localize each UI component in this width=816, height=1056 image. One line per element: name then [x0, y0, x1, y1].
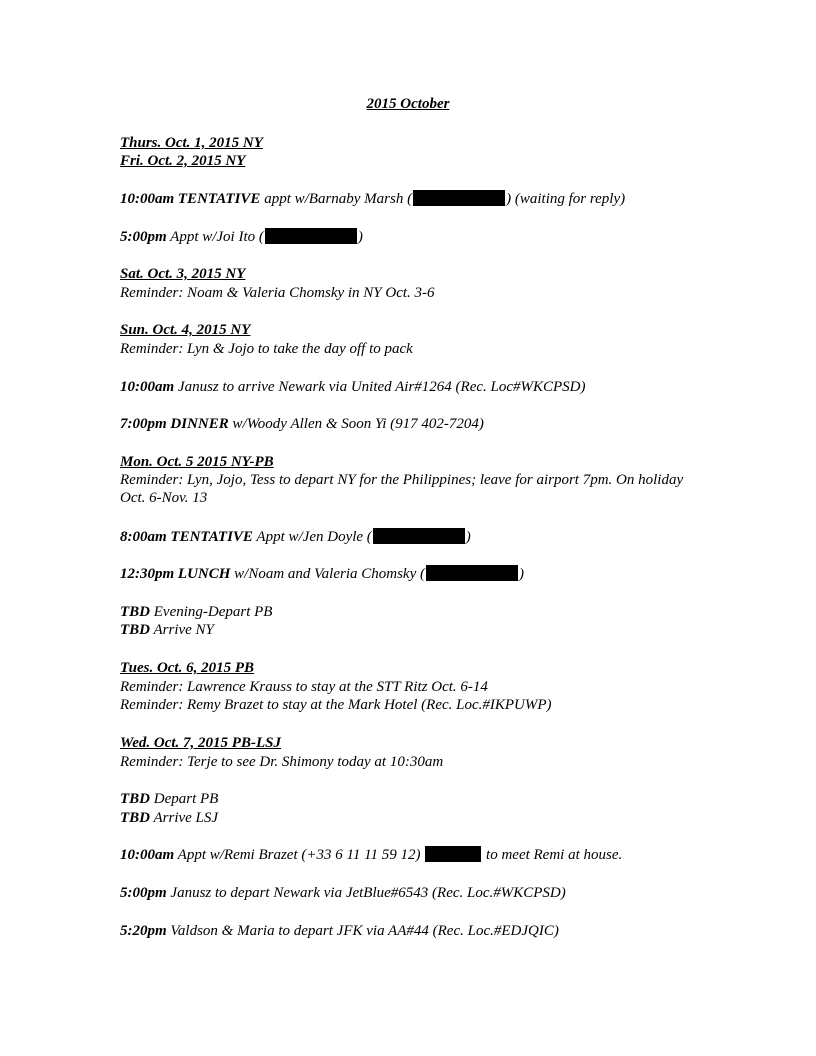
entry-depart-pb-2: [120, 790, 686, 808]
reminder-chomsky: Reminder: Noam & Valeria Chomsky in NY Oct. 3-6: [120, 285, 435, 301]
entry-janusz-arrive: [120, 378, 686, 396]
redaction-block: [426, 565, 518, 581]
day-header-oct-6: Tues. Oct. 6, 2015 PB: [120, 660, 255, 676]
entry-text: Janusz to depart Newark via JetBlue#6543 (Rec. Loc.#WKCPSD): [166, 885, 566, 901]
page-title: 2015 October: [366, 96, 450, 112]
entry-arrive-lsj: [120, 809, 686, 827]
entry-time: TBD: [120, 810, 150, 826]
entry-valdson-maria: [120, 922, 686, 940]
day-header-oct-2: Fri. Oct. 2, 2015 NY: [120, 153, 246, 169]
entry-text: ) (waiting for reply): [506, 191, 626, 207]
entry-arrive-ny: [120, 621, 686, 639]
day-header-oct-5: Mon. Oct. 5 2015 NY-PB: [120, 454, 274, 470]
entry-janusz-depart: [120, 884, 686, 902]
entry-text: Depart PB: [150, 791, 219, 807]
entry-text: Arrive NY: [150, 622, 214, 638]
redaction-block: [425, 846, 481, 862]
entry-time: 12:30pm LUNCH: [120, 566, 231, 582]
entry-text: appt w/Barnaby Marsh (: [260, 191, 413, 207]
entry-text: to meet Remi at house.: [482, 847, 623, 863]
reminder-krauss: Reminder: Lawrence Krauss to stay at the STT Ritz Oct. 6-14: [120, 679, 488, 695]
redaction-block: [413, 190, 505, 206]
reminder-pack: Reminder: Lyn & Jojo to take the day off to pack: [120, 341, 413, 357]
entry-dinner: [120, 415, 686, 433]
entry-text: Appt w/Remi Brazet (+33 6 11 11 59 12): [174, 847, 425, 863]
entry-depart-pb: [120, 603, 686, 621]
entry-text: ): [465, 529, 471, 545]
entry-time: TBD: [120, 604, 150, 620]
entry-time: 10:00am TENTATIVE: [120, 191, 261, 207]
entry-time: TBD: [120, 622, 150, 638]
entry-text: Janusz to arrive Newark via United Air#1264 (Rec. Loc#WKCPSD): [174, 379, 586, 395]
entry-text: Valdson & Maria to depart JFK via AA#44 (Rec. Loc.#EDJQIC): [166, 923, 559, 939]
entry-time: 8:00am TENTATIVE: [120, 529, 253, 545]
entry-text: ): [357, 229, 363, 245]
entry-text: ): [519, 566, 524, 582]
entry-lunch: [120, 565, 686, 583]
redaction-block: [265, 228, 357, 244]
entry-text: Arrive LSJ: [150, 810, 219, 826]
reminder-terje: Reminder: Terje to see Dr. Shimony today at 10:30am: [120, 754, 444, 770]
entry-time: 5:00pm: [120, 229, 167, 245]
entry-text: w/Woody Allen & Soon Yi (917 402-7204): [228, 416, 484, 432]
day-header-oct-1: Thurs. Oct. 1, 2015 NY: [120, 135, 263, 151]
entry-text: Appt w/Joi Ito (: [166, 229, 264, 245]
entry-jen-doyle: [120, 528, 686, 546]
entry-time: 10:00am: [120, 847, 175, 863]
reminder-philippines: Reminder: Lyn, Jojo, Tess to depart NY for the Philippines; leave for airport 7pm. On holiday Oct. 6-Nov. 13: [120, 472, 684, 506]
entry-time: 5:20pm: [120, 923, 167, 939]
day-header-oct-7: Wed. Oct. 7, 2015 PB-LSJ: [120, 735, 281, 751]
day-header-oct-4: Sun. Oct. 4, 2015 NY: [120, 322, 251, 338]
entry-time: TBD: [120, 791, 150, 807]
entry-text: Appt w/Jen Doyle (: [252, 529, 372, 545]
entry-text: Evening-Depart PB: [150, 604, 273, 620]
redaction-block: [373, 528, 465, 544]
entry-text: w/Noam and Valeria Chomsky (: [230, 566, 425, 582]
entry-time: 10:00am: [120, 379, 175, 395]
reminder-brazet: Reminder: Remy Brazet to stay at the Mark Hotel (Rec. Loc.#IKPUWP): [120, 697, 552, 713]
day-header-oct-3: Sat. Oct. 3, 2015 NY: [120, 266, 246, 282]
entry-barnaby-marsh: [120, 190, 686, 208]
entry-time: 7:00pm DINNER: [120, 416, 229, 432]
entry-time: 5:00pm: [120, 885, 167, 901]
entry-remi-brazet: [120, 846, 686, 864]
entry-joi-ito: [120, 228, 686, 246]
